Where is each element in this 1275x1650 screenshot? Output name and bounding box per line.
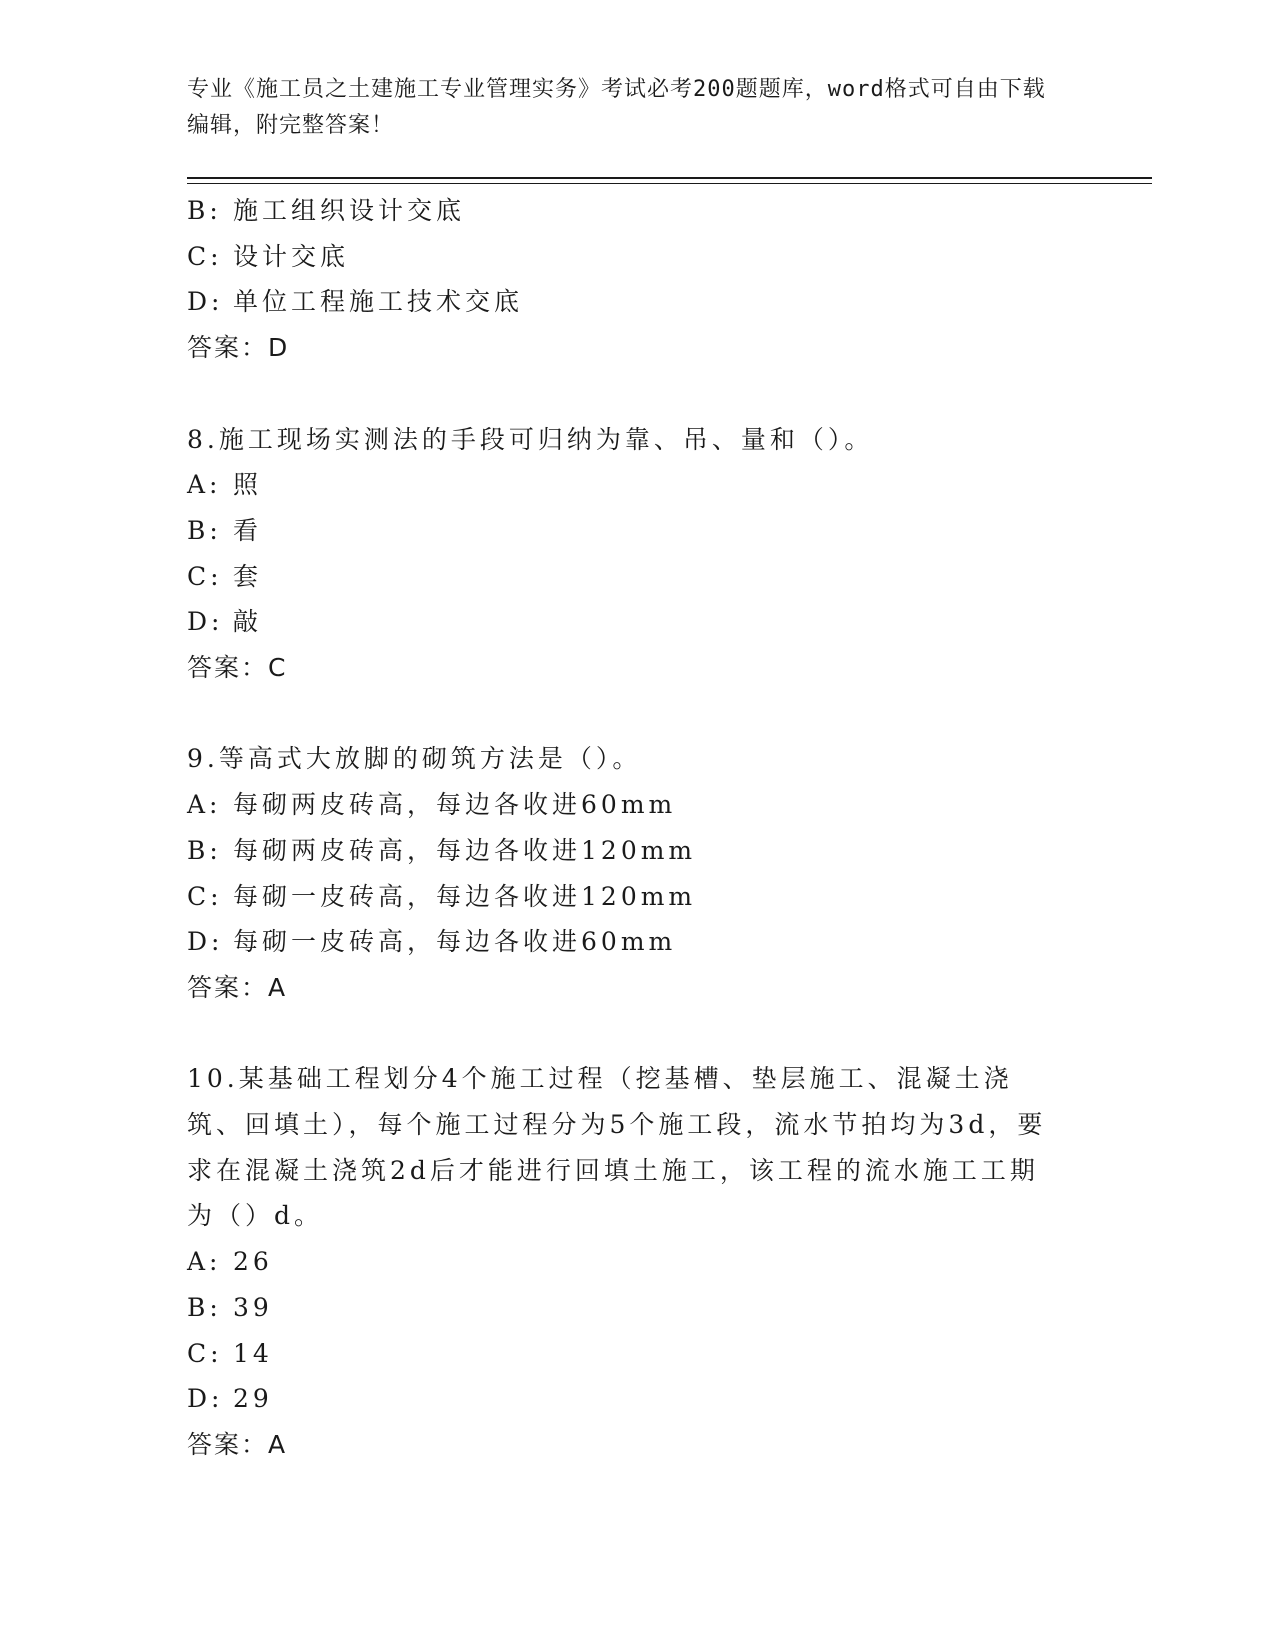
answer: 答案：A	[187, 1429, 288, 1459]
option-label: B:	[187, 196, 222, 225]
answer: 答案：A	[187, 972, 288, 1002]
option-label: B:	[187, 1292, 222, 1322]
option-text: 看	[233, 515, 263, 545]
option-d	[187, 279, 1067, 325]
option-b	[187, 188, 1067, 234]
option-b	[187, 508, 1067, 554]
option-text: 每砌一皮砖高，每边各收进120mm	[233, 881, 697, 911]
option-text: 敲	[233, 607, 263, 637]
option-text: 26	[233, 1247, 273, 1277]
option-c	[187, 234, 1067, 280]
option-label: B:	[187, 835, 222, 865]
question-8	[187, 417, 1067, 691]
option-text: 每砌一皮砖高，每边各收进60mm	[233, 927, 677, 957]
option-c	[187, 874, 1067, 920]
option-b	[187, 828, 1067, 874]
spacer	[187, 691, 1067, 737]
option-text: 29	[233, 1384, 273, 1414]
option-text: 套	[233, 561, 263, 591]
option-text: 施工组织设计交底	[233, 196, 466, 225]
question-stem: 9.等高式大放脚的砌筑方法是（）。	[187, 744, 642, 774]
option-text: 39	[233, 1292, 273, 1322]
answer: 答案：D	[187, 333, 290, 363]
option-label: A:	[187, 1247, 222, 1277]
option-label: B:	[187, 515, 222, 545]
option-label: D:	[187, 287, 224, 317]
option-label: A:	[187, 470, 222, 500]
option-a	[187, 462, 1067, 508]
question-stem: 10.某基础工程划分4个施工过程（挖基槽、垫层施工、混凝土浇筑、回填土），每个施工过程分为5个施工段，流水节拍均为3d，要求在混凝土浇筑2d后才能进行回填土施工，该工程的流水施工工期为（）d。	[187, 1064, 1047, 1231]
option-b	[187, 1285, 1067, 1331]
spacer	[187, 371, 1067, 417]
question-stem: 8.施工现场实测法的手段可归纳为靠、吊、量和（）。	[187, 424, 874, 454]
option-d	[187, 919, 1067, 965]
answer: 答案：C	[187, 653, 288, 683]
option-label: C:	[187, 241, 223, 271]
option-label: D:	[187, 1384, 224, 1414]
option-d	[187, 599, 1067, 645]
option-label: D:	[187, 927, 224, 957]
option-c	[187, 1331, 1067, 1377]
option-text: 14	[233, 1338, 273, 1368]
option-label: D:	[187, 607, 224, 637]
option-label: C:	[187, 881, 223, 911]
question-7-tail	[187, 188, 1067, 371]
document-body	[187, 188, 1067, 1468]
option-text: 每砌两皮砖高，每边各收进120mm	[233, 835, 697, 865]
option-label: A:	[187, 790, 222, 820]
option-a	[187, 782, 1067, 828]
option-text: 单位工程施工技术交底	[233, 287, 524, 317]
option-text: 每砌两皮砖高，每边各收进60mm	[233, 790, 677, 820]
option-label: C:	[187, 1338, 223, 1368]
option-c	[187, 554, 1067, 600]
question-9	[187, 736, 1067, 1010]
option-a	[187, 1239, 1067, 1285]
spacer	[187, 1011, 1067, 1057]
option-d	[187, 1376, 1067, 1422]
option-text: 设计交底	[233, 241, 350, 271]
option-text: 照	[233, 470, 263, 500]
question-10	[187, 1056, 1067, 1467]
header-divider-thin	[187, 183, 1152, 184]
option-label: C:	[187, 561, 223, 591]
header-divider	[187, 177, 1152, 179]
document-header: 专业《施工员之土建施工专业管理实务》考试必考200题题库，word格式可自由下载编辑，附完整答案！	[187, 77, 1046, 138]
